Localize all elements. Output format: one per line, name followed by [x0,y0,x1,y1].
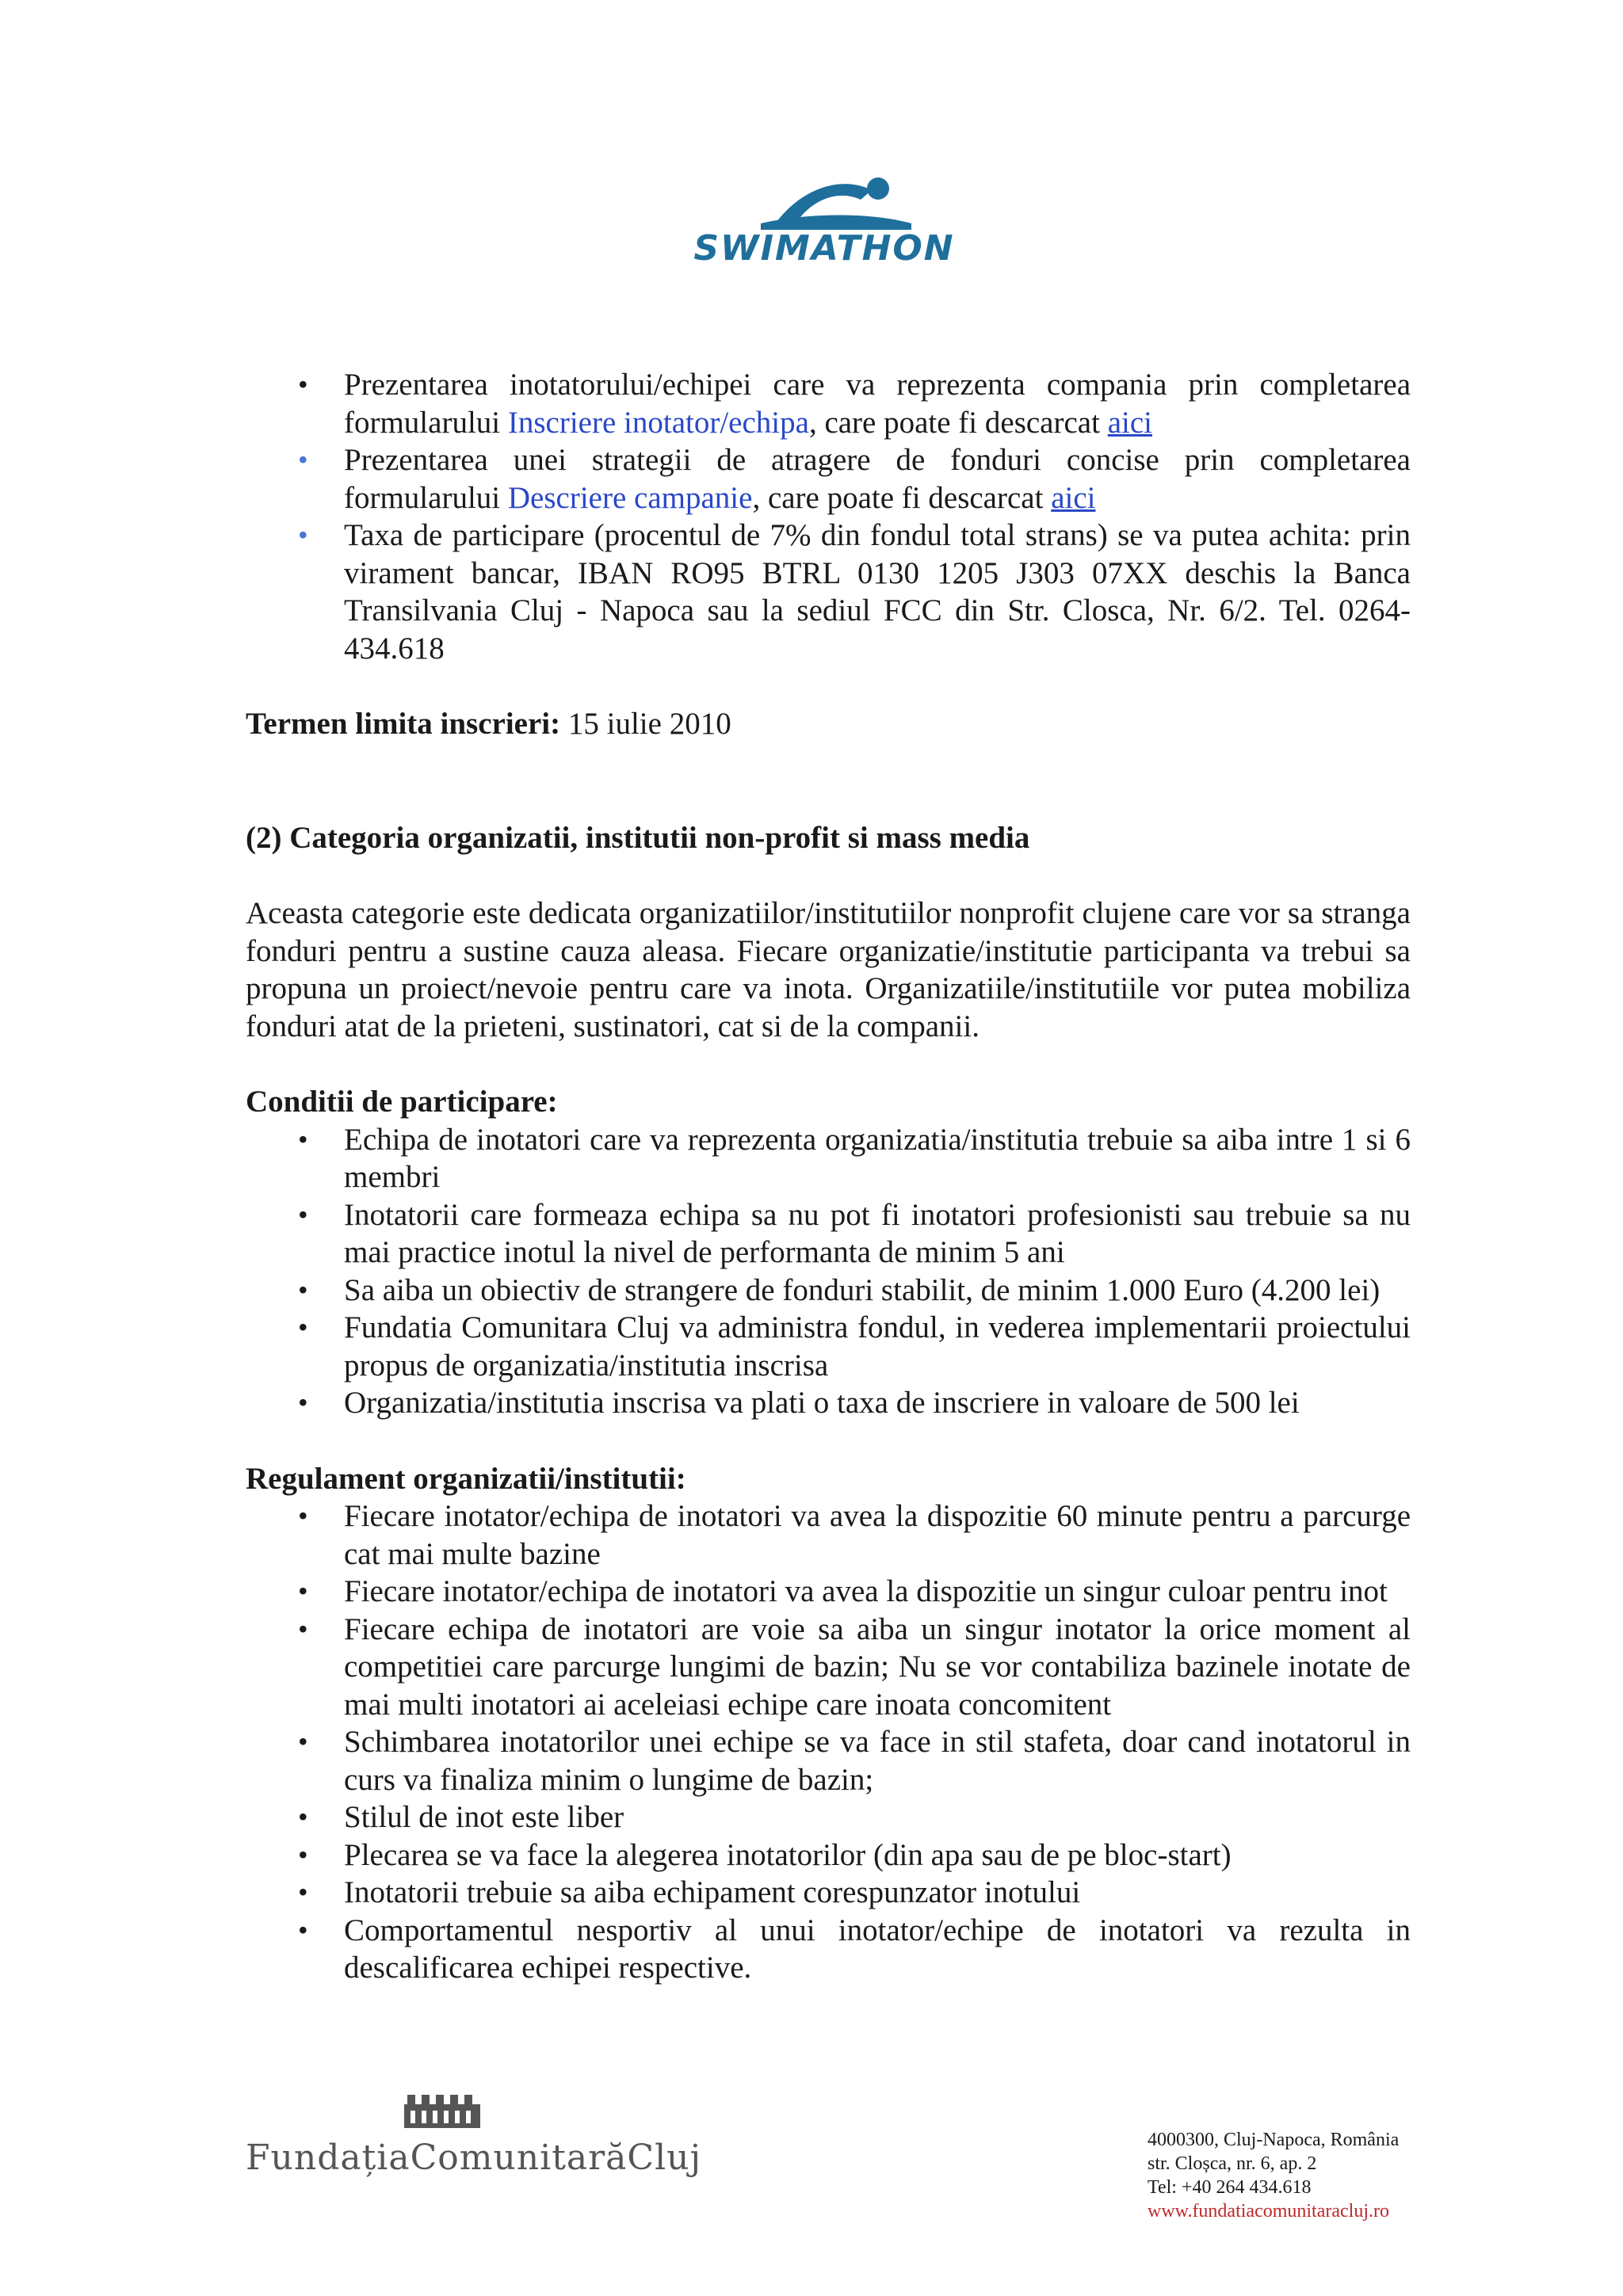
address-line: str. Cloșca, nr. 6, ap. 2 [1148,2153,1317,2174]
list-item: • Organizatia/institutia inscrisa va plati o taxa de inscriere in valoare de 500 lei [246,1384,1411,1422]
bullet-icon: • [298,1726,308,1757]
bullet-icon: • [298,1575,308,1607]
address-line: 4000300, Cluj-Napoca, România [1148,2130,1400,2150]
logo-wordmark: SWIMATHON [693,228,955,269]
bullet-icon: • [298,1500,308,1531]
conditions-heading: Conditii de participare: [246,1085,558,1119]
bullet-icon: • [298,1612,308,1645]
bullet-icon: • [298,1311,308,1343]
deadline: Termen limita inscrieri: 15 iulie 2010 [246,707,731,741]
bullet-icon: • [298,1123,308,1155]
list-item: • Inotatorii care formeaza echipa sa nu pot fi inotatori profesionisti sau trebuie sa nu mai practice inotul la nivel de performanta de minim 5 ani [298,1197,1411,1269]
website-link[interactable]: www.fundatiacomunitaracluj.ro [1148,2201,1390,2222]
download-link-2[interactable]: aici [1051,480,1096,515]
list-item: • Fiecare inotator/echipa de inotatori va avea la dispozitie 60 minute pentru a parcurge cat mai multe bazine [298,1499,1411,1571]
main-content [246,366,1411,1987]
list-item: • Sa aiba un obiectiv de strangere de fonduri stabilit, de minim 1.000 Euro (4.200 lei) [246,1272,1411,1310]
list-item: • Fundatia Comunitara Cluj va administra fondul, in vederea implementarii proiectului propus de organizatia/institutia inscrisa [298,1310,1411,1383]
list-item: • Prezentarea unei strategii de atragere de fonduri concise prin completarea formularului Descriere campanie, care poate fi descarcat aici [298,443,1411,515]
fcc-name: FundațiaComunitarăCluj [246,2138,702,2178]
bullet-icon: • [298,1838,308,1871]
section-intro: Aceasta categorie este dedicata organizatiilor/institutiilor nonprofit clujene care vor sa stranga fonduri pentru a sustine cauza aleasa. Fiecare organizatie/institutie participanta va trebui sa propuna un proiect/nevoie pentru care va inota. Organizatiile/institutiile vor putea mobiliza fonduri atat de la prieteni, sustinatori, cat si de la companii. [246,896,1411,1043]
list-item: • Echipa de inotatori care va reprezenta organizatia/institutia trebuie sa aiba intre 1 si 6 membri [298,1122,1411,1194]
list-item: • Comportamentul nesportiv al unui inotator/echipe de inotatori va rezulta in descalificarea echipei respective. [298,1913,1411,1985]
list-item: • Stilul de inot este liber [246,1798,1411,1836]
form-link-descriere[interactable]: Descriere campanie [507,480,753,515]
bullet-icon: • [298,1801,308,1833]
rules-list [246,1497,1411,1987]
footer-address [1148,2128,1399,2223]
bullet-icon: • [298,1876,308,1908]
section-title: (2) Categoria organizatii, institutii non-profit si mass media [246,820,1030,855]
bullet-icon: • [298,444,308,475]
rules-heading: Regulament organizatii/institutii: [246,1461,686,1496]
bullet-icon: • [298,1273,308,1306]
requirements-list [246,366,1411,667]
download-link-1[interactable]: aici [1107,405,1152,440]
bullet-icon: • [298,1913,308,1946]
swimmer-icon [682,166,967,230]
bullet-icon: • [298,1386,308,1418]
bullet-icon: • [298,368,308,400]
conditions-list [246,1121,1411,1422]
list-item: • Taxa de participare (procentul de 7% din fondul total strans) se va putea achita: prin virament bancar, IBAN RO95 BTRL 0130 1205 J303 07XX deschis la Banca Transilvania Cluj - Napoca sau la sediul FCC din Str. Closca, Nr. 6/2. Tel. 0264-434.618 [298,518,1411,666]
phone-line: Tel: +40 264 434.618 [1148,2177,1312,2198]
fcc-logo [246,2092,702,2195]
swimathon-logo [682,166,967,269]
bullet-icon: • [298,519,308,551]
list-item: • Schimbarea inotatorilor unei echipe se va face in stil stafeta, doar cand inotatorul in curs va finaliza minim o lungime de bazin; [298,1725,1411,1797]
list-item: • Fiecare inotator/echipa de inotatori va avea la dispozitie un singur culoar pentru inot [246,1573,1411,1611]
crown-icon [404,2092,480,2130]
list-item: • Inotatorii trebuie sa aiba echipament corespunzator inotului [246,1874,1411,1912]
bullet-icon: • [298,1198,308,1230]
list-item: • Fiecare echipa de inotatori are voie sa aiba un singur inotator la orice moment al competitiei care parcurge lungimi de bazin; Nu se vor contabiliza bazinele inotate de mai multi inotatori ai aceleiasi echipe care inoata concomitent [298,1611,1411,1722]
list-item: • Plecarea se va face la alegerea inotatorilor (din apa sau de pe bloc-start) [246,1836,1411,1875]
form-link-inscriere[interactable]: Inscriere inotator/echipa [507,405,809,440]
list-item: • Prezentarea inotatorului/echipei care va reprezenta compania prin completarea formularului Inscriere inotator/echipa, care poate fi descarcat aici [298,368,1411,440]
